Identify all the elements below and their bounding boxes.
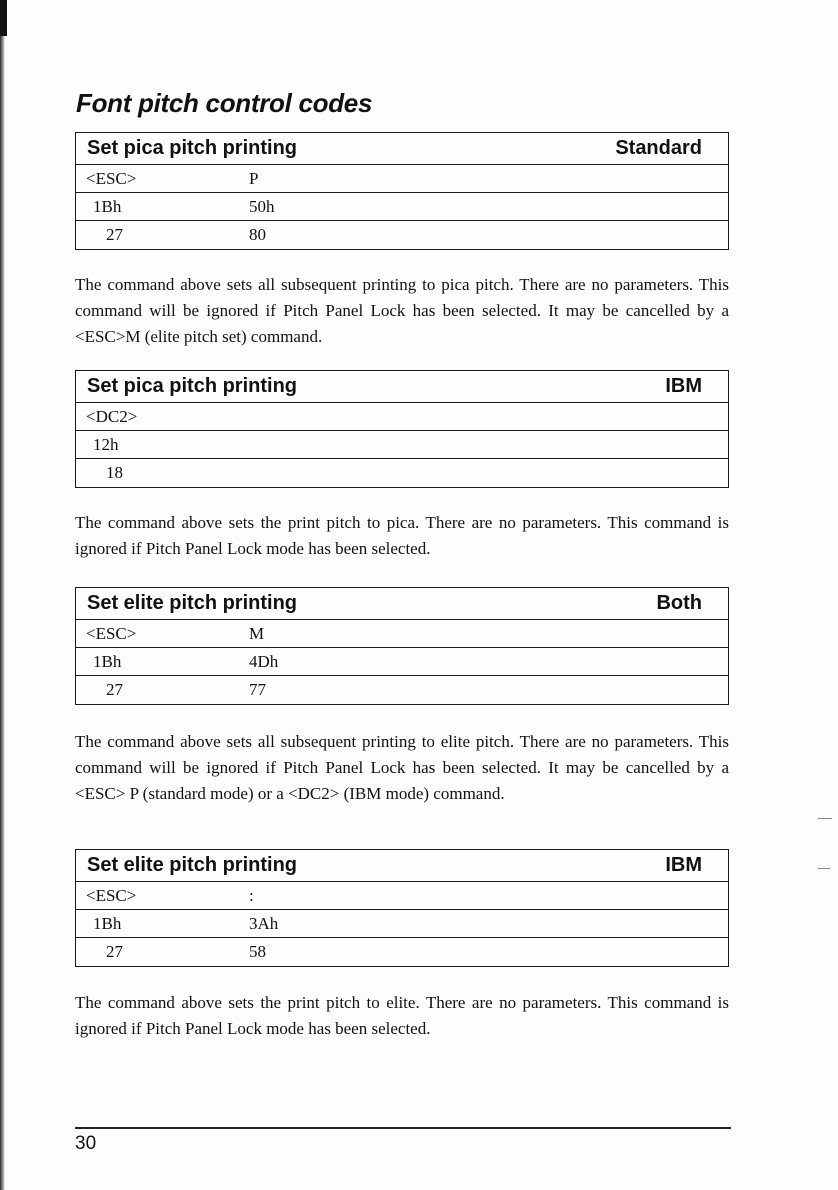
command-heading: Set pica pitch printing: [87, 137, 298, 159]
code-cell: 18: [106, 463, 123, 482]
code-cell: M: [249, 623, 265, 643]
code-cell: <ESC>: [86, 623, 137, 643]
symbol-row: [76, 882, 728, 910]
command-table-header: [76, 588, 728, 620]
margin-mark: [818, 868, 830, 869]
mode-label: Both: [656, 592, 702, 614]
command-table-header: [76, 371, 728, 403]
command-description: The command above sets the print pitch to elite. There are no parameters. This command is ignored if Pitch Panel Lock mode has been selected.: [75, 993, 729, 1038]
scan-mark: [0, 0, 7, 36]
code-cell: P: [249, 168, 259, 188]
code-cell: <ESC>: [86, 885, 137, 905]
command-heading: Set pica pitch printing: [87, 375, 298, 397]
decimal-row: [76, 938, 728, 966]
command-table-header: [76, 133, 728, 165]
symbol-row: [76, 620, 728, 648]
command-table-pica-standard: [75, 132, 729, 250]
hex-row: [76, 910, 728, 938]
mode-label: Standard: [615, 137, 702, 159]
command-heading: Set elite pitch printing: [87, 592, 298, 614]
code-cell: :: [249, 885, 254, 905]
hex-row: [76, 193, 728, 221]
page-title: Font pitch control codes: [76, 88, 373, 118]
command-description: The command above sets all subsequent printing to elite pitch. There are no parameters. This command will be ignored if Pitch Panel Lock has been selected. It may be cancelled by a <ESC> P (standard mode) or a <DC2> (IBM mode) command.: [75, 732, 729, 803]
code-cell: <ESC>: [86, 168, 137, 188]
hex-row: [76, 431, 728, 459]
code-cell: <DC2>: [86, 406, 138, 426]
command-table-elite-both: [75, 587, 729, 705]
scan-edge: [0, 0, 5, 1190]
code-cell: 27: [106, 225, 123, 244]
decimal-row: [76, 221, 728, 249]
mode-label: IBM: [665, 375, 702, 397]
margin-mark: [818, 818, 832, 819]
command-table-elite-ibm: [75, 849, 729, 967]
code-cell: 27: [106, 942, 123, 961]
code-cell: 58: [249, 942, 266, 961]
command-description: The command above sets all subsequent printing to pica pitch. There are no parameters. This command will be ignored if Pitch Panel Lock has been selected. It may be cancelled by a <ESC>M (elite pitch set) command.: [75, 275, 729, 346]
code-cell: 3Ah: [249, 913, 279, 933]
symbol-row: [76, 165, 728, 193]
code-cell: 1Bh: [93, 651, 122, 671]
symbol-row: [76, 403, 728, 431]
command-description: The command above sets the print pitch to pica. There are no parameters. This command is ignored if Pitch Panel Lock mode has been selected.: [75, 513, 729, 558]
mode-label: IBM: [665, 854, 702, 876]
code-cell: 27: [106, 680, 123, 699]
command-table-pica-ibm: [75, 370, 729, 488]
footer-rule: [75, 1127, 731, 1129]
decimal-row: [76, 676, 728, 704]
code-cell: 77: [249, 680, 266, 699]
code-cell: 4Dh: [249, 651, 279, 671]
decimal-row: [76, 459, 728, 487]
command-table-header: [76, 850, 728, 882]
code-cell: 50h: [249, 196, 275, 216]
hex-row: [76, 648, 728, 676]
code-cell: 12h: [93, 434, 119, 454]
code-cell: 1Bh: [93, 196, 122, 216]
page-number: 30: [75, 1133, 97, 1154]
command-heading: Set elite pitch printing: [87, 854, 298, 876]
code-cell: 80: [249, 225, 266, 244]
code-cell: 1Bh: [93, 913, 122, 933]
